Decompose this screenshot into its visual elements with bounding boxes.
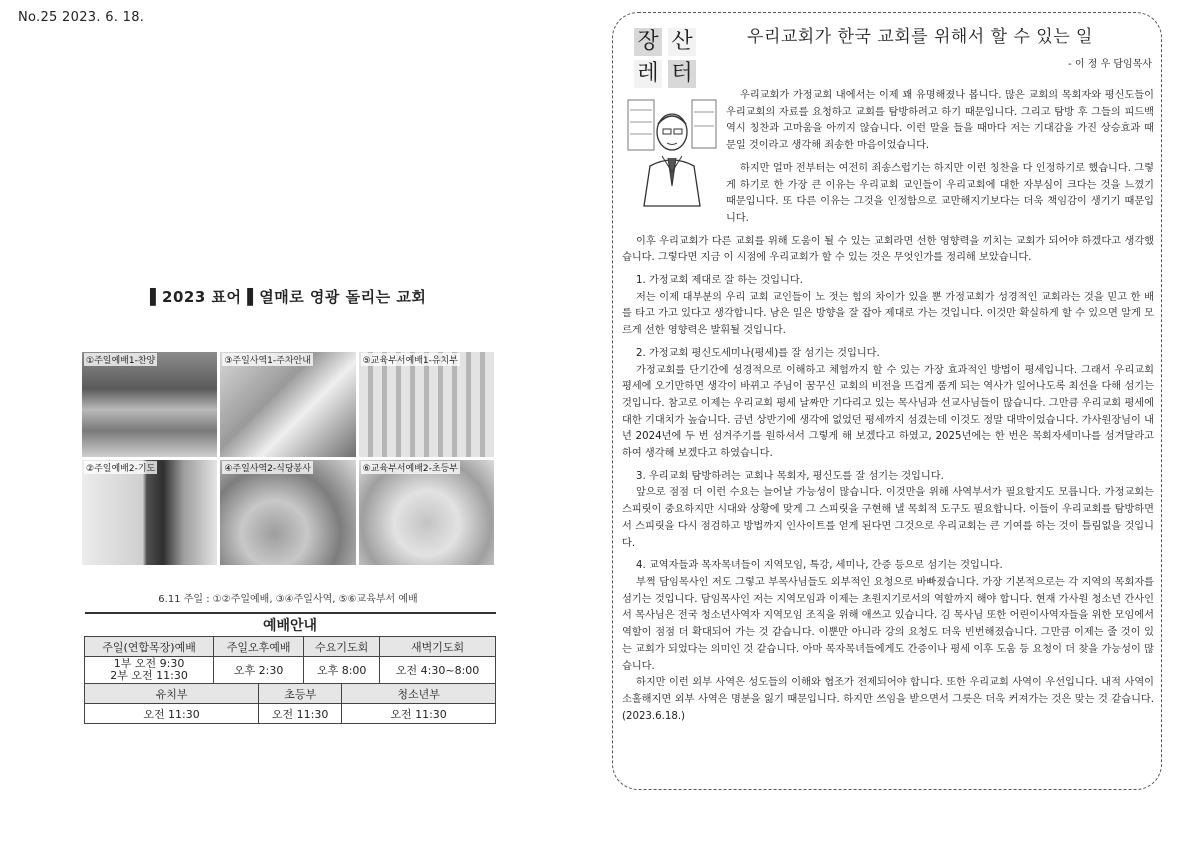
worship-table-title: 예배안내 bbox=[85, 613, 496, 637]
photo-label: ③주일사역1-주차안내 bbox=[222, 353, 313, 366]
dept-time: 오전 11:30 bbox=[342, 704, 496, 724]
photo-kindergarten bbox=[359, 352, 494, 457]
badge-char: 레 bbox=[634, 60, 662, 88]
worship-schedule-table bbox=[84, 612, 496, 724]
photo-label: ⑥교육부서예배2-초등부 bbox=[361, 461, 460, 474]
letter-paragraph: 우리교회가 가정교회 내에서는 이제 꽤 유명해졌나 봅니다. 많은 교회의 목회자와 평신도들이 우리교회의 자료를 요청하고 교회를 탐방하려고 하기 때문입니다. 그리고 탐방 후 그들의 피드백 역시 칭찬과 고마움을 아끼지 않습니다. 이런 말을 들을 때마다 저는 기대감을 가진 상승효과 때문일 것이라고 생각해 죄송한 마음이었습니다. bbox=[726, 90, 1154, 152]
dept-header: 청소년부 bbox=[342, 684, 496, 704]
photo-label: ④주일사역2-식당봉사 bbox=[222, 461, 313, 474]
badge-char: 산 bbox=[668, 28, 696, 56]
worship-header: 주일(연합목장)예배 bbox=[85, 637, 214, 657]
section-body: 저는 이제 대부분의 우리 교회 교인들이 노 젓는 힘의 차이가 있을 뿐 가정교회가 성경적인 교회라는 것을 믿고 한 배를 타고 가고 있다고 생각합니다. 남은 일은 방향을 잘 잡아 제대로 가는 것입니다. 이것만 확실하게 할 수 있으면 알게 모르게 선한 영향력은 발휘될 것입니다. bbox=[622, 291, 1154, 337]
issue-date: No.25 2023. 6. 18. bbox=[18, 10, 145, 25]
badge-char: 터 bbox=[668, 60, 696, 88]
photo-caption: 6.11 주일 : ①②주일예배, ③④주일사역, ⑤⑥교육부서 예배 bbox=[158, 594, 418, 605]
photo-label: ⑤교육부서예배1-유치부 bbox=[361, 353, 460, 366]
section-heading: 4. 교역자들과 목자목녀들이 지역모임, 특강, 세미나, 간증 등으로 섬기는 것입니다. bbox=[636, 560, 1003, 572]
letter-body bbox=[622, 88, 1154, 731]
year-motto: ▌2023 표어▐ 열매로 영광 돌리는 교회 bbox=[150, 288, 427, 306]
photo-worship-prayer bbox=[82, 460, 217, 565]
dept-header: 초등부 bbox=[259, 684, 342, 704]
section-heading: 2. 가정교회 평신도세미나(평세)를 잘 섬기는 것입니다. bbox=[636, 347, 880, 359]
letter-title: 우리교회가 한국 교회를 위해서 할 수 있는 일 bbox=[747, 27, 1093, 47]
worship-time: 오후 2:30 bbox=[214, 657, 304, 684]
photo-kitchen-service bbox=[220, 460, 355, 565]
photo-elementary bbox=[359, 460, 494, 565]
section-body: 가정교회를 단기간에 성경적으로 이해하고 체험까지 할 수 있는 가장 효과적인 방법이 평세입니다. 그래서 우리교회 평세에 오기만하면 생각이 바뀌고 주님이 꿈꾸신 교회의 비전을 뜨겁게 품게 되는 역사가 일어나도록 최선을 다해 섬기는 것입니다. 참고로 이제는 우리교회 평세 날짜만 기다리고 있는 목사님과 선교사님들이 많습니다. 그만큼 우리교회 평세에 대한 기대치가 높습니다. 금년 상반기에 생각에 없었던 평세까지 섬겼는데 이것도 정말 대박이었습니다. 가사원장님이 내년 2024년에 두 번 섬겨주기를 원하셔서 그렇게 해 보겠다고 하였고, 2025년에는 한 번은 목회자세미나를 섬겨달라고 하여 생각해 보겠다고 하였습니다. bbox=[622, 364, 1154, 460]
worship-time: 1부 오전 9:30 2부 오전 11:30 bbox=[85, 657, 214, 684]
worship-time: 오전 4:30~8:00 bbox=[380, 657, 496, 684]
badge-char: 장 bbox=[634, 28, 662, 56]
photo-worship-praise bbox=[82, 352, 217, 457]
dept-time: 오전 11:30 bbox=[259, 704, 342, 724]
worship-header: 수요기도회 bbox=[304, 637, 380, 657]
section-body: 앞으로 점점 더 이런 수요는 늘어날 가능성이 많습니다. 이것만을 위해 사역부서가 필요할지도 모릅니다. 가정교회는 스피릿이 중요하지만 시대와 상황에 맞게 그 스피릿을 구현해 낼 목회적 도구도 필요합니다. 이들이 우리교회를 탐방하면서 스피릿을 다시 점검하고 방법까지 인사이트를 얻게 된다면 그것으로 우리교회는 큰 기여를 하는 것이 틀림없을 것입니다. bbox=[622, 487, 1154, 549]
letter-paragraph: 이후 우리교회가 다른 교회를 위해 도움이 될 수 있는 교회라면 선한 영향력을 끼치는 교회가 되어야 하겠다고 생각했습니다. 그렇다면 지금 이 시점에 우리교회가 할 수 있는 것은 무엇인가를 정리해 보았습니다. bbox=[622, 235, 1154, 264]
worship-time: 오후 8:00 bbox=[304, 657, 380, 684]
dept-time: 오전 11:30 bbox=[85, 704, 259, 724]
section-body: 부쩍 담임목사인 저도 그렇고 부목사님들도 외부적인 요청으로 바빠졌습니다. 가장 기본적으로는 각 지역의 목회자를 섬기는 것입니다. 담임목사인 저는 지역모임과 이제는 초원지기로서의 역할까지 해야 합니다. 현재 가사원 청소년 간사인 서 목사님은 전국 청소년사역자 지역모임 조직을 위해 애쓰고 있습니다. 김 목사님 또한 어린이사역자들을 위한 모임에서 역할이 점점 더 확대되어 가는 것 같습니다. 이뿐만 아니라 강의 요청도 더욱 빈번해졌습니다. 그만큼 이제는 줄 것이 있는 교회가 되었다는 의미인 것 같습니다. 아마 목자목녀들에게도 간증이나 평세 이후 도움 등 요청이 더 찾을 가능성이 많습니다. bbox=[622, 576, 1154, 672]
worship-header: 새벽기도회 bbox=[380, 637, 496, 657]
letter-closing: 하지만 이런 외부 사역은 성도들의 이해와 협조가 전제되어야 합니다. 또한 우리교회 사역이 우선입니다. 내적 사역이 소홀해지면 외부 사역은 명분을 잃기 때문입니다. 하지만 쓰임을 받으면서 그릇은 더욱 커져가는 것은 맞는 것 같습니다.(2023.6.18.) bbox=[622, 677, 1154, 722]
section-heading: 1. 가정교회 제대로 잘 하는 것입니다. bbox=[636, 275, 803, 287]
column-badge bbox=[632, 26, 702, 90]
photo-parking-guide bbox=[220, 352, 355, 457]
photo-label: ①주일예배1-찬양 bbox=[84, 353, 157, 366]
letter-author: - 이 정 우 담임목사 bbox=[1068, 59, 1152, 70]
section-heading: 3. 우리교회 탐방하려는 교회나 목회자, 평신도를 잘 섬기는 것입니다. bbox=[636, 470, 944, 482]
photo-grid bbox=[82, 352, 494, 565]
dept-header: 유치부 bbox=[85, 684, 259, 704]
worship-header: 주일오후예배 bbox=[214, 637, 304, 657]
photo-label: ②주일예배2-기도 bbox=[84, 461, 157, 474]
letter-paragraph: 하지만 얼마 전부터는 여전히 죄송스럽기는 하지만 이런 칭찬을 다 인정하기로 했습니다. 그렇게 하기로 한 가장 큰 이유는 우리교회 교인들이 우리교회에 대한 자부심이 크다는 것을 느꼈기 때문입니다. 또 다른 이유는 그것을 인정함으로 교만해지기보다는 더욱 책임감이 생기기 때문입니다. bbox=[726, 162, 1154, 224]
